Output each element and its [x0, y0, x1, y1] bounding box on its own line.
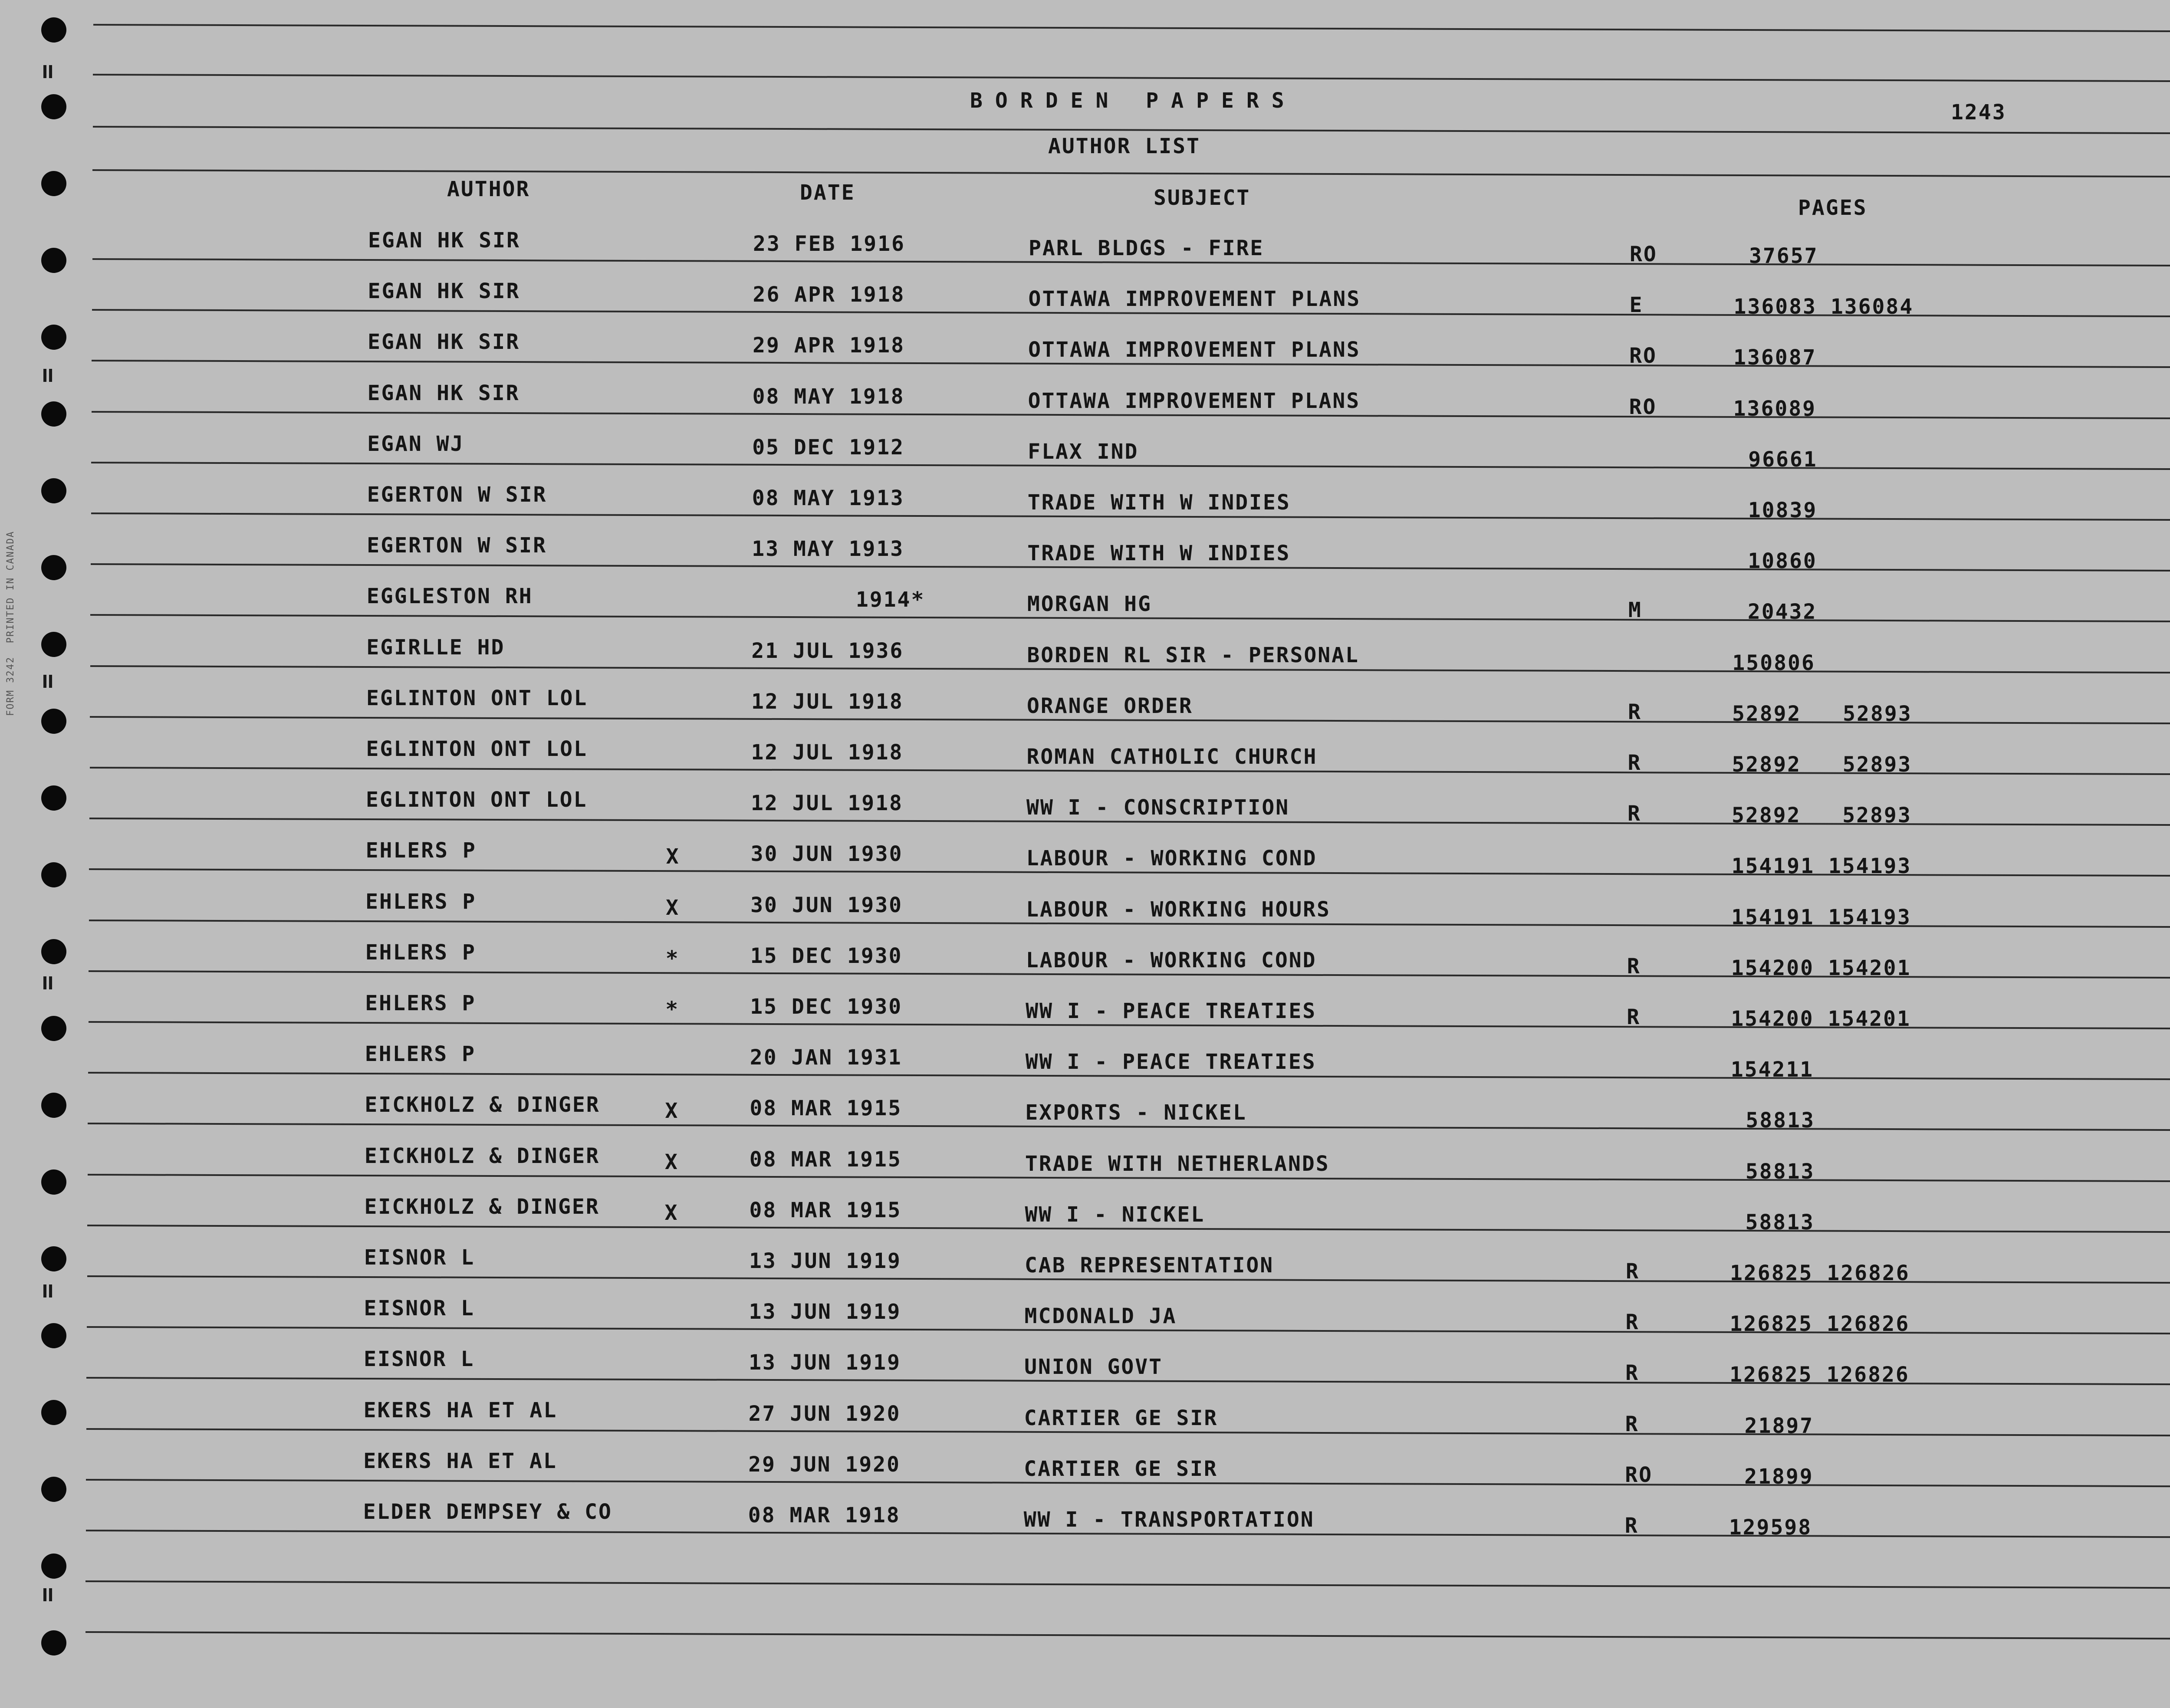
subject-cell: WW I - PEACE TREATIES	[1025, 1050, 1316, 1074]
feed-hole	[41, 1323, 66, 1348]
feed-hole	[41, 325, 66, 350]
date-cell: 29 JUN 1920	[748, 1452, 901, 1477]
feed-hole	[41, 94, 66, 119]
mark-cell: X	[664, 1200, 679, 1225]
feed-hole	[41, 248, 66, 273]
code-cell: RO	[1630, 242, 1657, 266]
feed-hole	[41, 1400, 66, 1425]
date-cell: 15 DEC 1930	[750, 943, 903, 968]
pages-cell: 10860	[1748, 549, 1817, 574]
author-cell: EGAN HK SIR	[368, 228, 520, 253]
author-cell: EGGLESTON RH	[366, 584, 533, 609]
perforation-tick	[43, 976, 52, 989]
pages-cell: 129598	[1729, 1515, 1812, 1540]
pages-cell: 52892 52893	[1732, 752, 1912, 777]
feed-hole	[41, 401, 66, 427]
pages-cell: 52892 52893	[1732, 701, 1912, 726]
mark-cell: X	[665, 1099, 679, 1123]
date-cell: 05 DEC 1912	[752, 435, 905, 460]
date-cell: 27 JUN 1920	[748, 1401, 901, 1426]
feed-hole	[41, 785, 66, 811]
list-subtitle: AUTHOR LIST	[1048, 134, 1200, 158]
subject-cell: LABOUR - WORKING COND	[1026, 846, 1317, 871]
subject-cell: OTTAWA IMPROVEMENT PLANS	[1028, 388, 1361, 413]
author-cell: EISNOR L	[364, 1245, 475, 1270]
date-cell: 08 MAR 1915	[749, 1198, 902, 1222]
feed-hole	[41, 1630, 66, 1655]
author-cell: EHLERS P	[365, 838, 477, 863]
subject-cell: OTTAWA IMPROVEMENT PLANS	[1028, 287, 1361, 312]
code-cell: R	[1624, 1514, 1639, 1538]
page-number: 1243	[1951, 100, 2006, 125]
author-cell: EGAN HK SIR	[367, 381, 520, 405]
code-cell: M	[1628, 598, 1642, 623]
subject-cell: ORANGE ORDER	[1026, 693, 1193, 718]
date-cell: 12 JUL 1918	[751, 791, 903, 816]
date-cell: 29 APR 1918	[753, 333, 905, 358]
subject-cell: CARTIER GE SIR	[1024, 1406, 1218, 1430]
author-cell: EGERTON W SIR	[367, 483, 547, 507]
perforation-tick	[43, 65, 52, 78]
pages-cell: 136083 136084	[1733, 295, 1914, 319]
subject-cell: WW I - TRANSPORTATION	[1023, 1508, 1315, 1532]
mark-cell: X	[666, 895, 680, 920]
subject-cell: TRADE WITH NETHERLANDS	[1025, 1151, 1330, 1176]
mark-cell: *	[665, 997, 680, 1022]
author-cell: EHLERS P	[365, 889, 477, 914]
subject-cell: TRADE WITH W INDIES	[1027, 541, 1291, 566]
author-cell: EGERTON W SIR	[367, 533, 547, 558]
code-cell: R	[1628, 700, 1642, 724]
author-cell: EGAN HK SIR	[368, 330, 520, 355]
mark-cell: X	[666, 844, 680, 869]
perforation-tick	[43, 1588, 52, 1601]
pages-cell: 154200 154201	[1731, 1007, 1911, 1031]
date-cell: 12 JUL 1918	[751, 740, 904, 765]
date-cell: 13 MAY 1913	[752, 537, 904, 562]
subject-cell: CAB REPRESENTATION	[1025, 1253, 1274, 1278]
code-cell: R	[1627, 1005, 1641, 1029]
author-cell: EHLERS P	[365, 940, 476, 965]
code-cell: R	[1626, 1259, 1640, 1284]
pages-cell: 126825 126826	[1729, 1312, 1910, 1337]
date-cell: 08 MAR 1918	[748, 1503, 901, 1527]
author-cell: EISNOR L	[364, 1347, 475, 1372]
perforation-tick	[43, 1284, 52, 1297]
feed-hole	[41, 862, 66, 887]
pages-cell: 10839	[1748, 498, 1818, 522]
subject-cell: PARL BLDGS - FIRE	[1029, 236, 1264, 260]
feed-hole	[41, 1169, 66, 1195]
subject-cell: BORDEN RL SIR - PERSONAL	[1027, 643, 1359, 667]
author-cell: EGAN HK SIR	[368, 279, 520, 304]
feed-hole	[41, 1093, 66, 1118]
author-cell: EKERS HA ET AL	[363, 1398, 558, 1422]
subject-cell: WW I - CONSCRIPTION	[1026, 795, 1290, 820]
subject-cell: MORGAN HG	[1027, 592, 1152, 617]
date-cell: 13 JUN 1919	[749, 1350, 901, 1375]
author-cell: EICKHOLZ & DINGER	[364, 1194, 600, 1219]
author-cell: EGAN WJ	[367, 431, 464, 456]
pages-cell: 21899	[1744, 1464, 1814, 1489]
pages-cell: 52892 52893	[1732, 803, 1912, 828]
margin-note: FORM 3242 PRINTED IN CANADA	[5, 531, 16, 716]
pages-cell: 136087	[1733, 345, 1817, 370]
feed-hole	[41, 1554, 66, 1579]
author-cell: EHLERS P	[365, 991, 476, 1015]
author-cell: EGLINTON ONT LOL	[366, 686, 588, 710]
feed-hole	[41, 1477, 66, 1502]
pages-cell: 58813	[1746, 1108, 1815, 1133]
column-header-date: DATE	[800, 181, 855, 205]
author-cell: EICKHOLZ & DINGER	[365, 1093, 600, 1117]
feed-hole	[41, 939, 66, 964]
subject-cell: TRADE WITH W INDIES	[1027, 490, 1291, 515]
date-cell: 20 JAN 1931	[750, 1045, 902, 1070]
subject-cell: LABOUR - WORKING COND	[1026, 948, 1317, 972]
rule-line	[85, 1580, 2170, 1589]
date-cell: 1914*	[855, 588, 925, 612]
pages-cell: 126825 126826	[1730, 1261, 1910, 1285]
subject-cell: WW I - PEACE TREATIES	[1026, 999, 1317, 1023]
date-cell: 13 JUN 1919	[749, 1249, 901, 1273]
subject-cell: UNION GOVT	[1024, 1355, 1163, 1380]
perforation-tick	[43, 369, 52, 382]
column-header-pages: PAGES	[1798, 196, 1868, 220]
feed-hole	[41, 709, 66, 734]
date-cell: 23 FEB 1916	[753, 232, 905, 256]
subject-cell: LABOUR - WORKING HOURS	[1026, 897, 1331, 922]
rule-line	[85, 1631, 2170, 1640]
date-cell: 08 MAR 1915	[749, 1147, 902, 1172]
author-cell: EGLINTON ONT LOL	[366, 788, 588, 812]
date-cell: 30 JUN 1930	[750, 893, 903, 917]
rule-line	[93, 24, 2170, 33]
pages-cell: 154191 154193	[1731, 854, 1912, 879]
subject-cell: MCDONALD JA	[1024, 1304, 1177, 1329]
feed-hole	[41, 1246, 66, 1271]
column-header-subject: SUBJECT	[1154, 186, 1251, 210]
column-header-author: AUTHOR	[447, 177, 530, 201]
date-cell: 26 APR 1918	[753, 282, 905, 307]
pages-cell: 126825 126826	[1729, 1363, 1910, 1387]
code-cell: R	[1625, 1310, 1640, 1335]
pages-cell: 154191 154193	[1731, 905, 1911, 930]
mark-cell: X	[664, 1150, 679, 1174]
date-cell: 08 MAY 1913	[752, 486, 904, 510]
code-cell: RO	[1629, 344, 1657, 368]
feed-hole	[41, 478, 66, 503]
date-cell: 15 DEC 1930	[750, 995, 903, 1019]
rule-line	[93, 126, 2170, 135]
date-cell: 12 JUL 1918	[751, 689, 904, 714]
author-cell: EGIRLLE HD	[366, 635, 505, 660]
rule-line	[92, 169, 2170, 178]
pages-cell: 37657	[1749, 244, 1818, 268]
pages-cell: 96661	[1748, 447, 1818, 472]
author-cell: EISNOR L	[364, 1296, 475, 1321]
pages-cell: 21897	[1744, 1413, 1814, 1438]
mark-cell: *	[665, 946, 680, 971]
code-cell: E	[1629, 293, 1644, 318]
date-cell: 30 JUN 1930	[750, 842, 903, 867]
subject-cell: ROMAN CATHOLIC CHURCH	[1026, 745, 1318, 769]
feed-hole	[41, 171, 66, 196]
subject-cell: OTTAWA IMPROVEMENT PLANS	[1028, 338, 1361, 362]
code-cell: R	[1628, 751, 1642, 775]
pages-cell: 154200 154201	[1731, 956, 1911, 980]
code-cell: R	[1628, 801, 1641, 826]
pages-cell: 136089	[1733, 396, 1817, 421]
date-cell: 08 MAY 1918	[752, 384, 905, 409]
pages-cell: 150806	[1732, 650, 1815, 675]
feed-hole	[41, 17, 66, 43]
document-title: BORDEN PAPERS	[970, 89, 1297, 113]
subject-cell: EXPORTS - NICKEL	[1025, 1100, 1247, 1125]
subject-cell: WW I - NICKEL	[1025, 1202, 1205, 1227]
rule-line	[93, 74, 2170, 82]
feed-hole	[41, 555, 66, 580]
author-cell: EHLERS P	[365, 1042, 476, 1067]
code-cell: R	[1625, 1361, 1639, 1386]
subject-cell: FLAX IND	[1028, 439, 1139, 464]
pages-cell: 58813	[1745, 1210, 1815, 1235]
date-cell: 21 JUL 1936	[751, 638, 904, 663]
code-cell: R	[1627, 954, 1641, 979]
code-cell: RO	[1625, 1462, 1653, 1487]
feed-hole	[41, 632, 66, 657]
author-cell: EGLINTON ONT LOL	[366, 737, 588, 761]
feed-hole	[41, 1016, 66, 1041]
subject-cell: CARTIER GE SIR	[1024, 1456, 1218, 1481]
pages-cell: 20432	[1747, 600, 1817, 624]
author-cell: EKERS HA ET AL	[363, 1449, 557, 1473]
perforation-tick	[43, 675, 52, 688]
date-cell: 13 JUN 1919	[749, 1300, 901, 1324]
author-cell: ELDER DEMPSEY & CO	[363, 1500, 612, 1524]
author-cell: EICKHOLZ & DINGER	[364, 1143, 600, 1168]
date-cell: 08 MAR 1915	[750, 1096, 902, 1121]
pages-cell: 154211	[1730, 1058, 1814, 1082]
pages-cell: 58813	[1745, 1159, 1815, 1184]
code-cell: RO	[1629, 394, 1657, 419]
code-cell: R	[1625, 1412, 1639, 1436]
